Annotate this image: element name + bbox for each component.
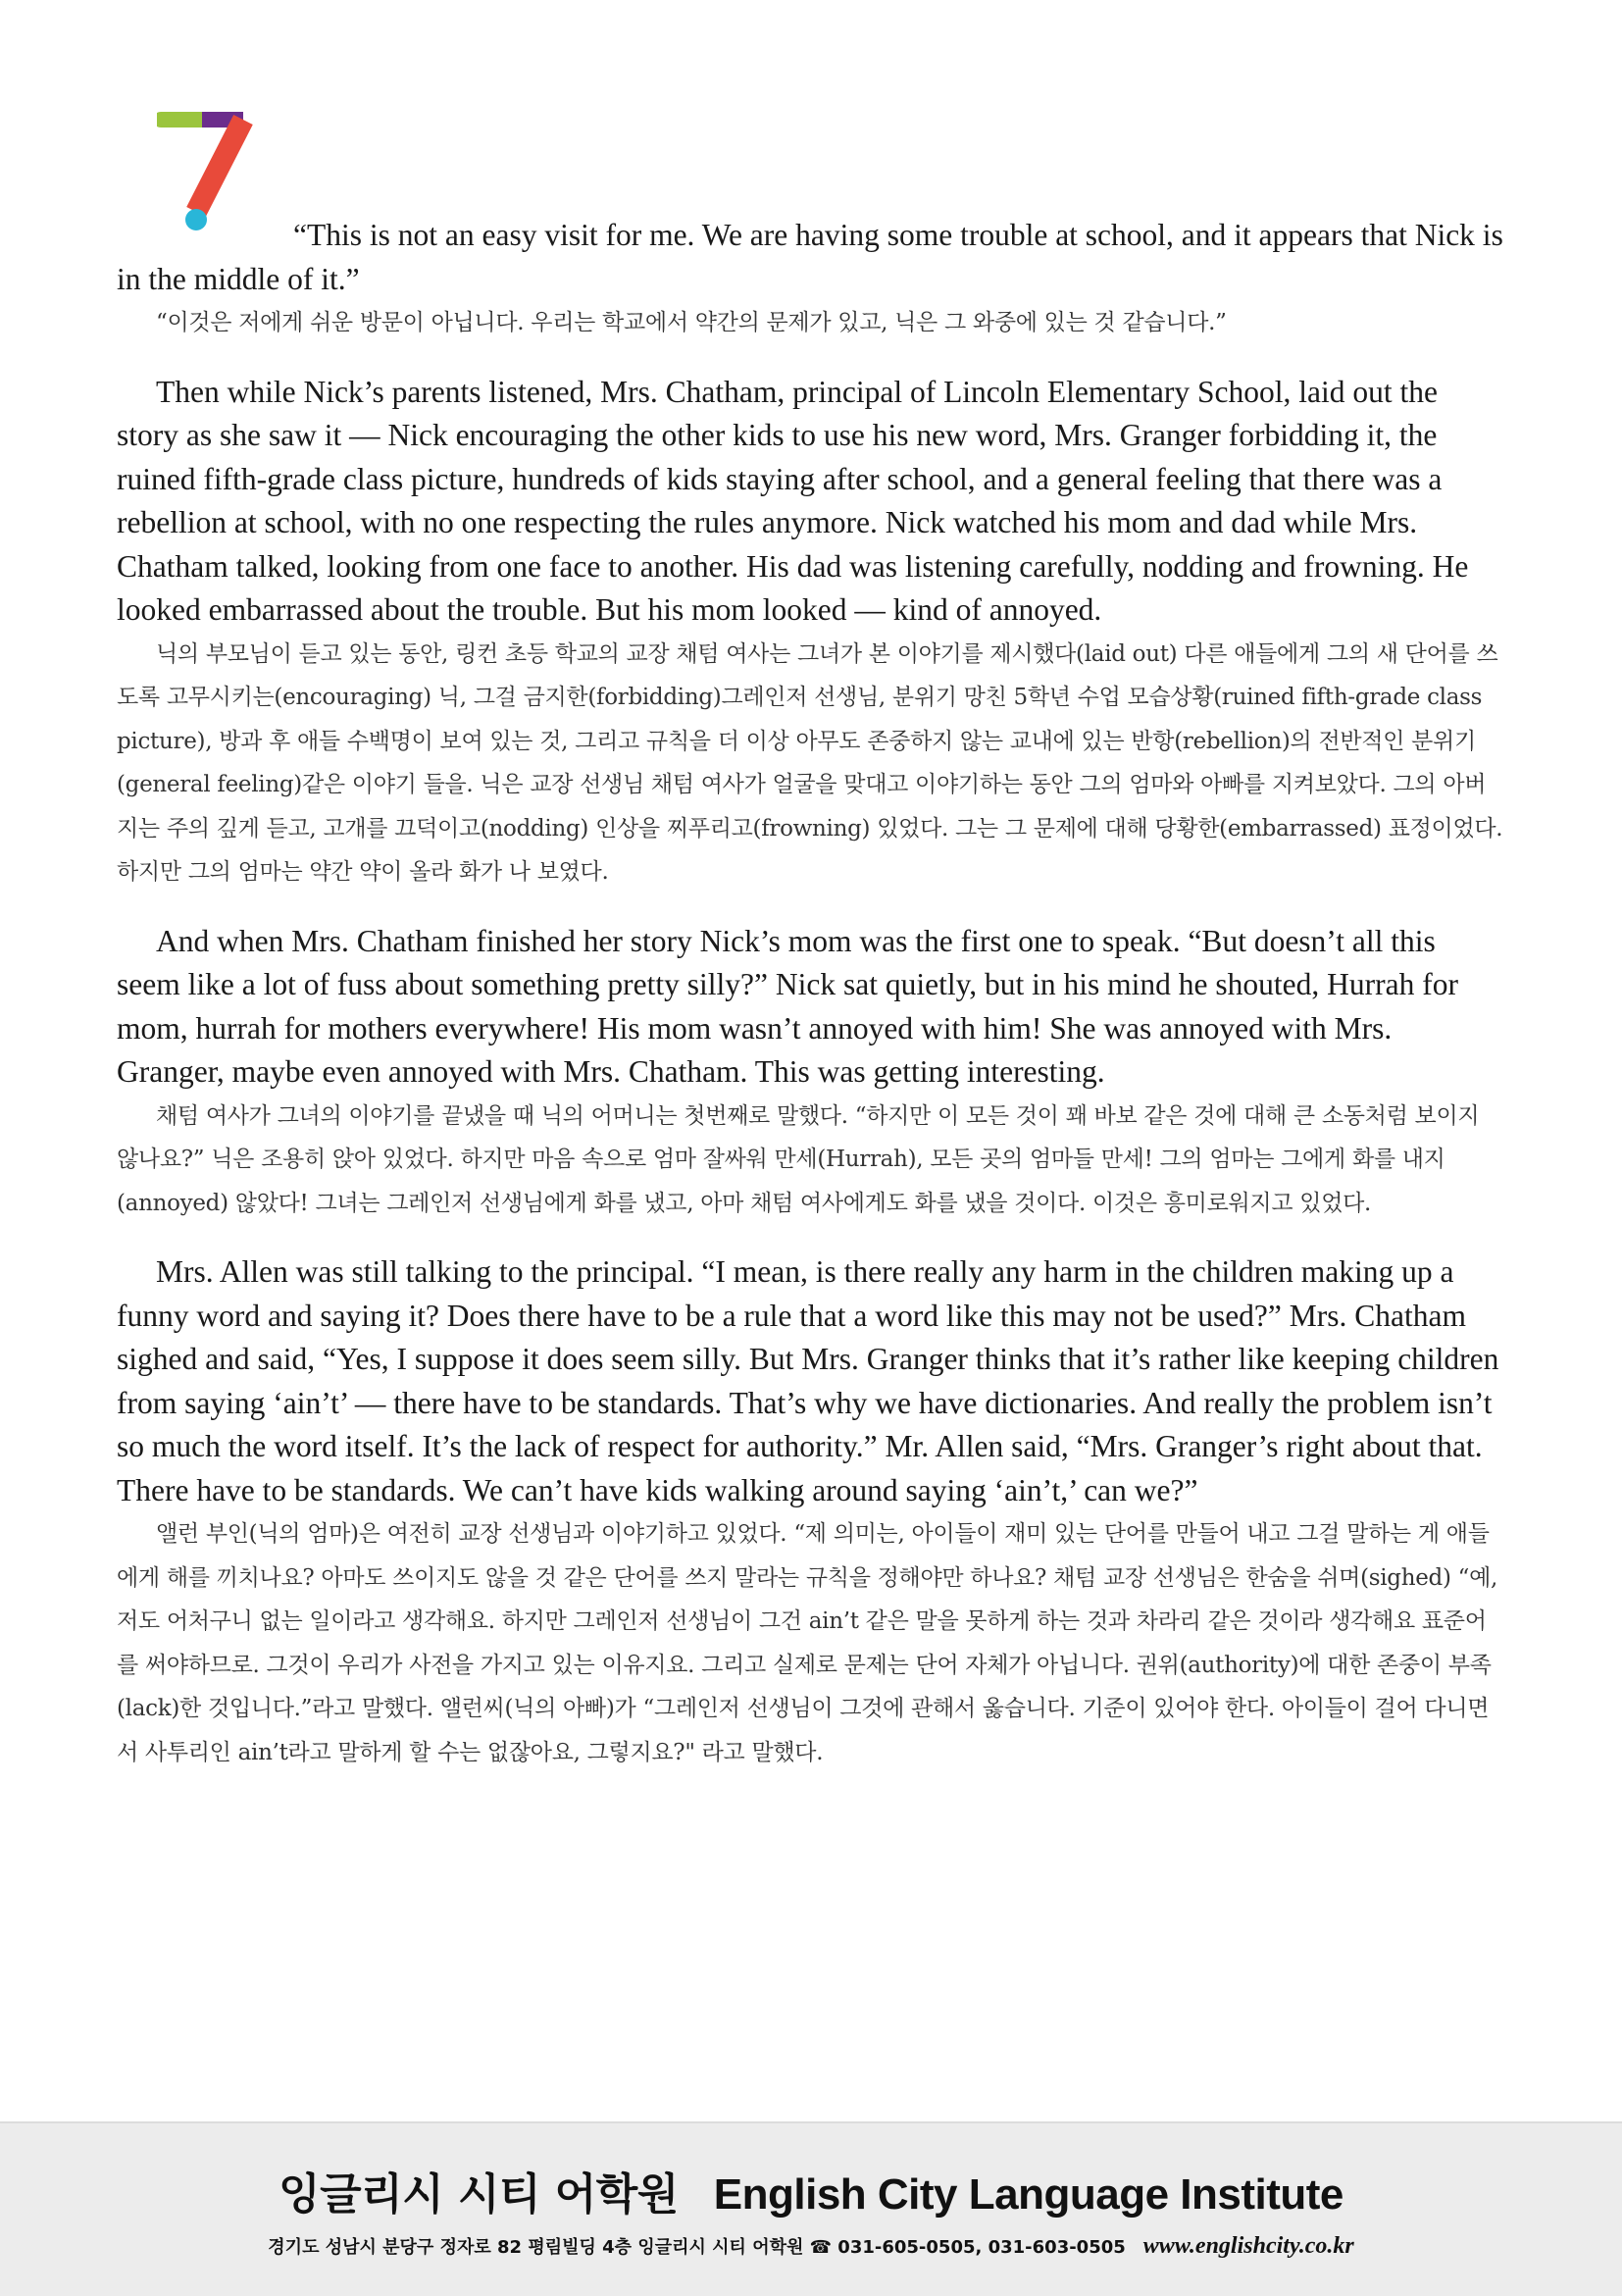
paragraph-1: [117, 214, 1504, 345]
paragraph-4: [117, 1250, 1504, 1774]
logo-red-stroke: [196, 120, 243, 212]
institute-name-english: English City Language Institute: [713, 2170, 1343, 2219]
paragraph-1-korean: “이것은 저에게 쉬운 방문이 아닙니다. 우리는 학교에서 약간의 문제가 있고, 닉은 그 와중에 있는 것 같습니다.”: [156, 310, 1227, 335]
paragraph-4-english: Mrs. Allen was still talking to the principal. “I mean, is there really any harm in the children making up a funny word and saying it? Does there have to be a rule that a word like this may not be used?” Mrs. Chatham sighed and said, “Yes, I suppose it does seem silly. But Mrs. Granger thinks that it’s rather like keeping children from saying ‘ain’t’ — there have to be standards. That’s why we have dictionaries. And really the problem isn’t so much the word itself. It’s the lack of respect for authority.” Mr. Allen said, “Mrs. Granger’s right about that. There have to be standards. We can’t have kids walking around saying ‘ain’t,’ can we?”: [117, 1254, 1499, 1507]
logo-green-dot: [159, 112, 175, 128]
paragraph-2: [117, 371, 1504, 894]
paragraph-2-english: Then while Nick’s parents listened, Mrs. Chatham, principal of Lincoln Elementary School, laid out the story as she saw it — Nick encouraging the other kids to use his new word, Mrs. Granger forbidding it, the ruined fifth-grade class picture, hundreds of kids staying after school, and a general feeling that there was a rebellion at school, with no one respecting the rules anymore. Nick watched his mom and dad while Mrs. Chatham talked, looking from one face to another. His dad was listening carefully, nodding and frowning. He looked embarrassed about the trouble. But his mom looked — kind of annoyed.: [117, 374, 1469, 627]
paragraph-3: [117, 920, 1504, 1226]
address-phone: 경기도 성남시 분당구 정자로 82 평림빌딩 4층 잉글리시 시티 어학원 ☎ 031-605-0505, 031-603-0505: [268, 2237, 1126, 2258]
footer: [0, 2121, 1622, 2296]
paragraph-4-korean: 앨런 부인(닉의 엄마)은 여전히 교장 선생님과 이야기하고 있었다. “제 의미는, 아이들이 재미 있는 단어를 만들어 내고 그걸 말하는 게 애들에게 해를 끼치나요? 아마도 쓰이지도 않을 것 같은 단어를 쓰지 말라는 규칙을 정해야만 하나요? 채텀 교장 선생님은 한숨을 쉬며(sighed) “예, 저도 어처구니 없는 일이라고 생각해요. 하지만 그레인저 선생님이 그건 ain’t 같은 말을 못하게 하는 것과 차라리 같은 것이라 생각해요 표준어를 써야하므로. 그것이 우리가 사전을 가지고 있는 이유지요. 그리고 실제로 문제는 단어 자체가 아닙니다. 권위(authority)에 대한 존중이 부족(lack)한 것입니다.”라고 말했다. 앨런씨(닉의 아빠)가 “그레인저 선생님이 그것에 관해서 옳습니다. 기준이 있어야 한다. 아이들이 걸어 다니면서 사투리인 ain’t라고 말하게 할 수는 없잖아요, 그렇지요?" 라고 말했다.: [117, 1521, 1498, 1765]
story-content: [117, 214, 1504, 1800]
paragraph-2-korean: 닉의 부모님이 듣고 있는 동안, 링컨 초등 학교의 교장 채텀 여사는 그녀가 본 이야기를 제시했다(laid out) 다른 애들에게 그의 새 단어를 쓰도록 고무시키는(encouraging) 닉, 그걸 금지한(forbidding)그레인저 선생님, 분위기 망친 5학년 수업 모습상황(ruined fifth-grade class picture), 방과 후 애들 수백명이 보여 있는 것, 그리고 규칙을 더 이상 아무도 존중하지 않는 교내에 있는 반항(rebellion)의 전반적인 분위기(general feeling)같은 이야기 들을. 닉은 교장 선생님 채텀 여사가 얼굴을 맞대고 이야기하는 동안 그의 엄마와 아빠를 지켜보았다. 그의 아버지는 주의 깊게 듣고, 고개를 끄덕이고(nodding) 인상을 찌푸리고(frowning) 있었다. 그는 그 문제에 대해 당황한(embarrassed) 표정이었다. 하지만 그의 엄마는 약간 약이 올라 화가 나 보였다.: [117, 640, 1503, 885]
institute-name-korean: 잉글리시 시티 어학원: [279, 2169, 679, 2219]
paragraph-3-korean: 채텀 여사가 그녀의 이야기를 끝냈을 때 닉의 어머니는 첫번째로 말했다. “하지만 이 모든 것이 꽤 바보 같은 것에 대해 큰 소동처럼 보이지 않나요?” 닉은 조용히 앉아 있었다. 하지만 마음 속으로 엄마 잘싸워 만세(Hurrah), 모든 곳의 엄마들 만세! 그의 엄마는 그에게 화를 내지(annoyed) 않았다! 그녀는 그레인저 선생님에게 화를 냈고, 아마 채텀 여사에게도 화를 냈을 것이다. 이것은 흥미로워지고 있었다.: [117, 1102, 1480, 1216]
website-link[interactable]: www.englishcity.co.kr: [1142, 2233, 1354, 2259]
page-number-7-icon: [159, 112, 243, 230]
footer-contact: [0, 2233, 1622, 2260]
paragraph-1-english: “This is not an easy visit for me. We are having some trouble at school, and it appears that Nick is in the middle of it.”: [117, 218, 1503, 296]
paragraph-3-english: And when Mrs. Chatham finished her story Nick’s mom was the first one to speak. “But doesn’t all this seem like a lot of fuss about something pretty silly?” Nick sat quietly, but in his mind he shouted, Hurrah for mom, hurrah for mothers everywhere! His mom wasn’t annoyed with him! She was annoyed with Mrs. Granger, maybe even annoyed with Mrs. Chatham. This was getting interesting.: [117, 923, 1458, 1089]
footer-title: [0, 2159, 1622, 2221]
